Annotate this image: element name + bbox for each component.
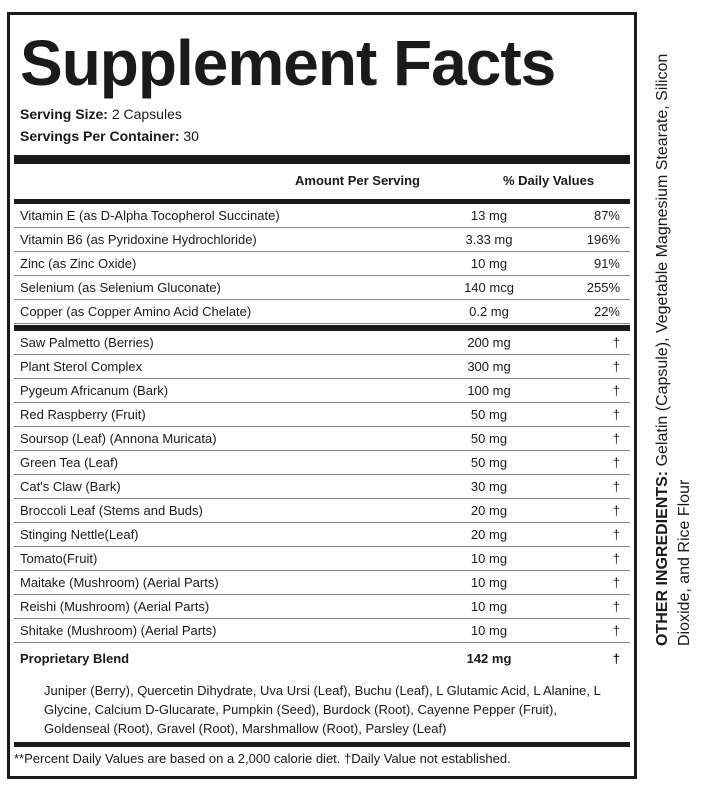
nutrient-row <box>14 451 630 475</box>
row-name: Stinging Nettle(Leaf) <box>20 527 139 542</box>
nutrient-row <box>14 619 630 643</box>
row-dv: † <box>612 551 620 566</box>
proprietary-blend-row <box>14 647 630 671</box>
serving-size-value: 2 Capsules <box>111 106 182 122</box>
row-amount: 100 mg <box>467 383 511 398</box>
row-name: Zinc (as Zinc Oxide) <box>20 256 137 271</box>
row-dv: † <box>612 623 620 638</box>
row-dv: † <box>612 575 620 590</box>
row-name: Soursop (Leaf) (Annona Muricata) <box>20 431 217 446</box>
row-amount: 50 mg <box>470 431 508 446</box>
row-name: Broccoli Leaf (Stems and Buds) <box>20 503 203 518</box>
nutrient-row <box>14 300 630 324</box>
row-dv: † <box>612 335 620 350</box>
serving-size <box>20 105 182 123</box>
row-dv: † <box>612 455 620 470</box>
row-name: Plant Sterol Complex <box>20 359 143 374</box>
servings-per-container-value: 30 <box>183 128 199 144</box>
row-dv: † <box>612 407 620 422</box>
row-dv: † <box>612 359 620 374</box>
row-dv: † <box>612 599 620 614</box>
other-ingredients-text: Gelatin (Capsule), Vegetable Magnesium Stearate, Silicon Dioxide, and Rice Flour <box>654 53 693 646</box>
servings-per-container-label: Servings Per Container: <box>20 128 180 144</box>
nutrient-row <box>14 547 630 571</box>
row-name: Selenium (as Selenium Gluconate) <box>20 280 221 295</box>
row-amount: 50 mg <box>470 455 508 470</box>
row-name: Proprietary Blend <box>20 651 130 666</box>
nutrient-row <box>14 403 630 427</box>
footnote: **Percent Daily Values are based on a 2,000 calorie diet. †Daily Value not established. <box>14 751 511 766</box>
nutrient-row <box>14 252 630 276</box>
row-dv: † <box>612 651 620 666</box>
row-name: Tomato(Fruit) <box>20 551 98 566</box>
nutrient-row <box>14 228 630 252</box>
divider-thick <box>14 155 630 164</box>
nutrient-row <box>14 331 630 355</box>
row-amount: 10 mg <box>470 623 508 638</box>
row-amount: 30 mg <box>470 479 508 494</box>
other-ingredients-label: OTHER INGREDIENTS: <box>654 470 671 646</box>
row-amount: 200 mg <box>467 335 511 350</box>
header-amount-per-serving: Amount Per Serving <box>295 173 420 188</box>
row-amount: 142 mg <box>466 651 512 666</box>
row-dv: 22% <box>593 304 620 319</box>
row-dv: † <box>612 431 620 446</box>
nutrient-row <box>14 379 630 403</box>
row-dv: 255% <box>586 280 620 295</box>
panel-title: Supplement Facts <box>20 27 556 99</box>
row-amount: 140 mcg <box>464 280 514 295</box>
row-dv: † <box>612 527 620 542</box>
row-amount: 10 mg <box>470 599 508 614</box>
nutrient-row <box>14 571 630 595</box>
nutrient-row <box>14 523 630 547</box>
row-amount: 13 mg <box>470 208 508 223</box>
row-name: Saw Palmetto (Berries) <box>20 335 154 350</box>
nutrient-row <box>14 475 630 499</box>
serving-size-label: Serving Size: <box>20 106 108 122</box>
row-name: Maitake (Mushroom) (Aerial Parts) <box>20 575 219 590</box>
row-name: Red Raspberry (Fruit) <box>20 407 146 422</box>
nutrient-row <box>14 355 630 379</box>
row-amount: 50 mg <box>470 407 508 422</box>
divider-footer <box>14 742 630 747</box>
row-dv: † <box>612 503 620 518</box>
row-dv: 91% <box>593 256 620 271</box>
servings-per-container <box>20 127 199 145</box>
row-name: Vitamin E (as D-Alpha Tocopherol Succinate) <box>20 208 280 223</box>
row-amount: 20 mg <box>470 527 508 542</box>
row-name: Shitake (Mushroom) (Aerial Parts) <box>20 623 217 638</box>
row-name: Vitamin B6 (as Pyridoxine Hydrochloride) <box>20 232 257 247</box>
nutrient-row <box>14 427 630 451</box>
row-name: Reishi (Mushroom) (Aerial Parts) <box>20 599 210 614</box>
row-amount: 10 mg <box>470 256 508 271</box>
blend-ingredients: Juniper (Berry), Quercetin Dihydrate, Uva Ursi (Leaf), Buchu (Leaf), L Glutamic Acid, L Alanine, L Glycine, Calcium D-Glucarate, Pumpkin (Seed), Burdock (Root), Cayenne Pepper (Fruit), Goldenseal (Root), Gravel (Root), Marshmallow (Root), Parsley (Leaf) <box>44 683 601 736</box>
row-dv: † <box>612 383 620 398</box>
nutrient-row <box>14 595 630 619</box>
nutrient-row <box>14 276 630 300</box>
other-ingredients <box>652 6 696 646</box>
row-amount: 20 mg <box>470 503 508 518</box>
nutrient-row <box>14 204 630 228</box>
row-name: Cat's Claw (Bark) <box>20 479 121 494</box>
row-dv: † <box>612 479 620 494</box>
supplement-facts-panel <box>7 12 637 779</box>
row-name: Green Tea (Leaf) <box>20 455 119 470</box>
row-amount: 0.2 mg <box>469 304 509 319</box>
row-name: Copper (as Copper Amino Acid Chelate) <box>20 304 252 319</box>
row-dv: 196% <box>586 232 620 247</box>
row-amount: 3.33 mg <box>465 232 513 247</box>
row-amount: 300 mg <box>467 359 511 374</box>
row-amount: 10 mg <box>470 551 508 566</box>
header-daily-values: % Daily Values <box>503 173 595 188</box>
row-name: Pygeum Africanum (Bark) <box>20 383 169 398</box>
row-dv: 87% <box>593 208 620 223</box>
row-amount: 10 mg <box>470 575 508 590</box>
nutrient-row <box>14 499 630 523</box>
